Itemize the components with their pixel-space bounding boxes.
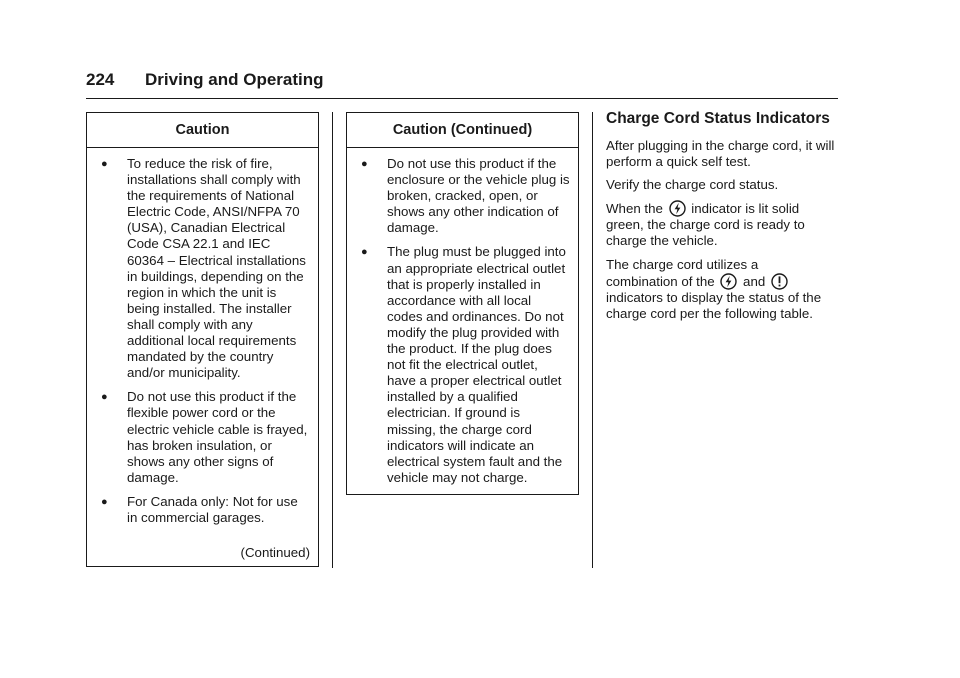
caution-item-text: Do not use this product if the enclosure or the vehicle plug is broken, cracked, open, or shows any other indication of damage. — [387, 156, 570, 236]
caution-title: Caution — [87, 113, 318, 148]
power-indicator-icon — [669, 200, 686, 217]
bullet: ● — [101, 495, 108, 508]
caution-item — [361, 156, 570, 236]
column-divider-left — [332, 112, 333, 568]
bullet: ● — [101, 158, 108, 170]
caution-continued-title: Caution (Continued) — [347, 113, 578, 148]
caution-item — [101, 494, 310, 526]
caution-item — [101, 389, 310, 486]
caution-item-text: Do not use this product if the flexible power cord or the electric vehicle cable is frayed, has broken insulation, or shows any other signs of damage. — [127, 389, 308, 485]
caution-item-text: For Canada only: Not for use in commercial garages. — [127, 493, 298, 525]
page-header — [86, 70, 838, 99]
caution-item — [361, 244, 570, 485]
text-fragment: indicator is lit solid green, the charge cord is ready to charge the vehicle. — [606, 201, 805, 249]
bullet: ● — [361, 158, 368, 170]
continued-note: (Continued) — [240, 545, 310, 560]
bullet: ● — [361, 246, 368, 259]
page-number: 224 — [86, 70, 115, 89]
status-section — [606, 110, 838, 329]
caution-box-continued — [346, 112, 579, 495]
caution-item-text: To reduce the risk of fire, installations shall comply with the requirements of National Electric Code, ANSI/NFPA 70 (USA), Canadian Electrical Code CSA 22.1 and IEC 60364 – Electrical installations in buildings, depending on the region in which the unit is being installed. The installer shall comply with any additional local requirements mandated by the country and/or municipality. — [127, 156, 306, 381]
column-divider-right — [592, 112, 593, 568]
status-heading: Charge Cord Status Indicators — [606, 110, 830, 127]
text-fragment: and — [739, 273, 769, 289]
paragraph-combination — [606, 257, 838, 322]
paragraph-verify: Verify the charge cord status. — [606, 177, 779, 193]
section-title: Driving and Operating — [145, 70, 324, 89]
caution-item-text: The plug must be plugged into an appropriate electrical outlet that is properly installed in accordance with all local codes and ordinances. Do not modify the plug provided with the product. If the plug does not fit the electrical outlet, have a proper electrical outlet installed by a qualified electrician. If ground is missing, the charge cord indicators will indicate an electrical system fault and the vehicle may not charge. — [387, 244, 566, 485]
text-fragment: indicators to display the status of the charge cord per the following table. — [606, 289, 822, 321]
text-fragment: combination of the — [606, 273, 719, 289]
text-fragment: The charge cord utilizes a — [606, 256, 759, 272]
caution-item — [101, 156, 310, 381]
bullet: ● — [101, 391, 108, 404]
paragraph-self-test: After plugging in the charge cord, it will perform a quick self test. — [606, 138, 835, 170]
caution-box-left — [86, 112, 319, 567]
power-indicator-icon — [720, 273, 737, 290]
text-fragment: When the — [606, 201, 667, 217]
paragraph-solid-green — [606, 200, 838, 249]
fault-indicator-icon — [771, 273, 788, 290]
